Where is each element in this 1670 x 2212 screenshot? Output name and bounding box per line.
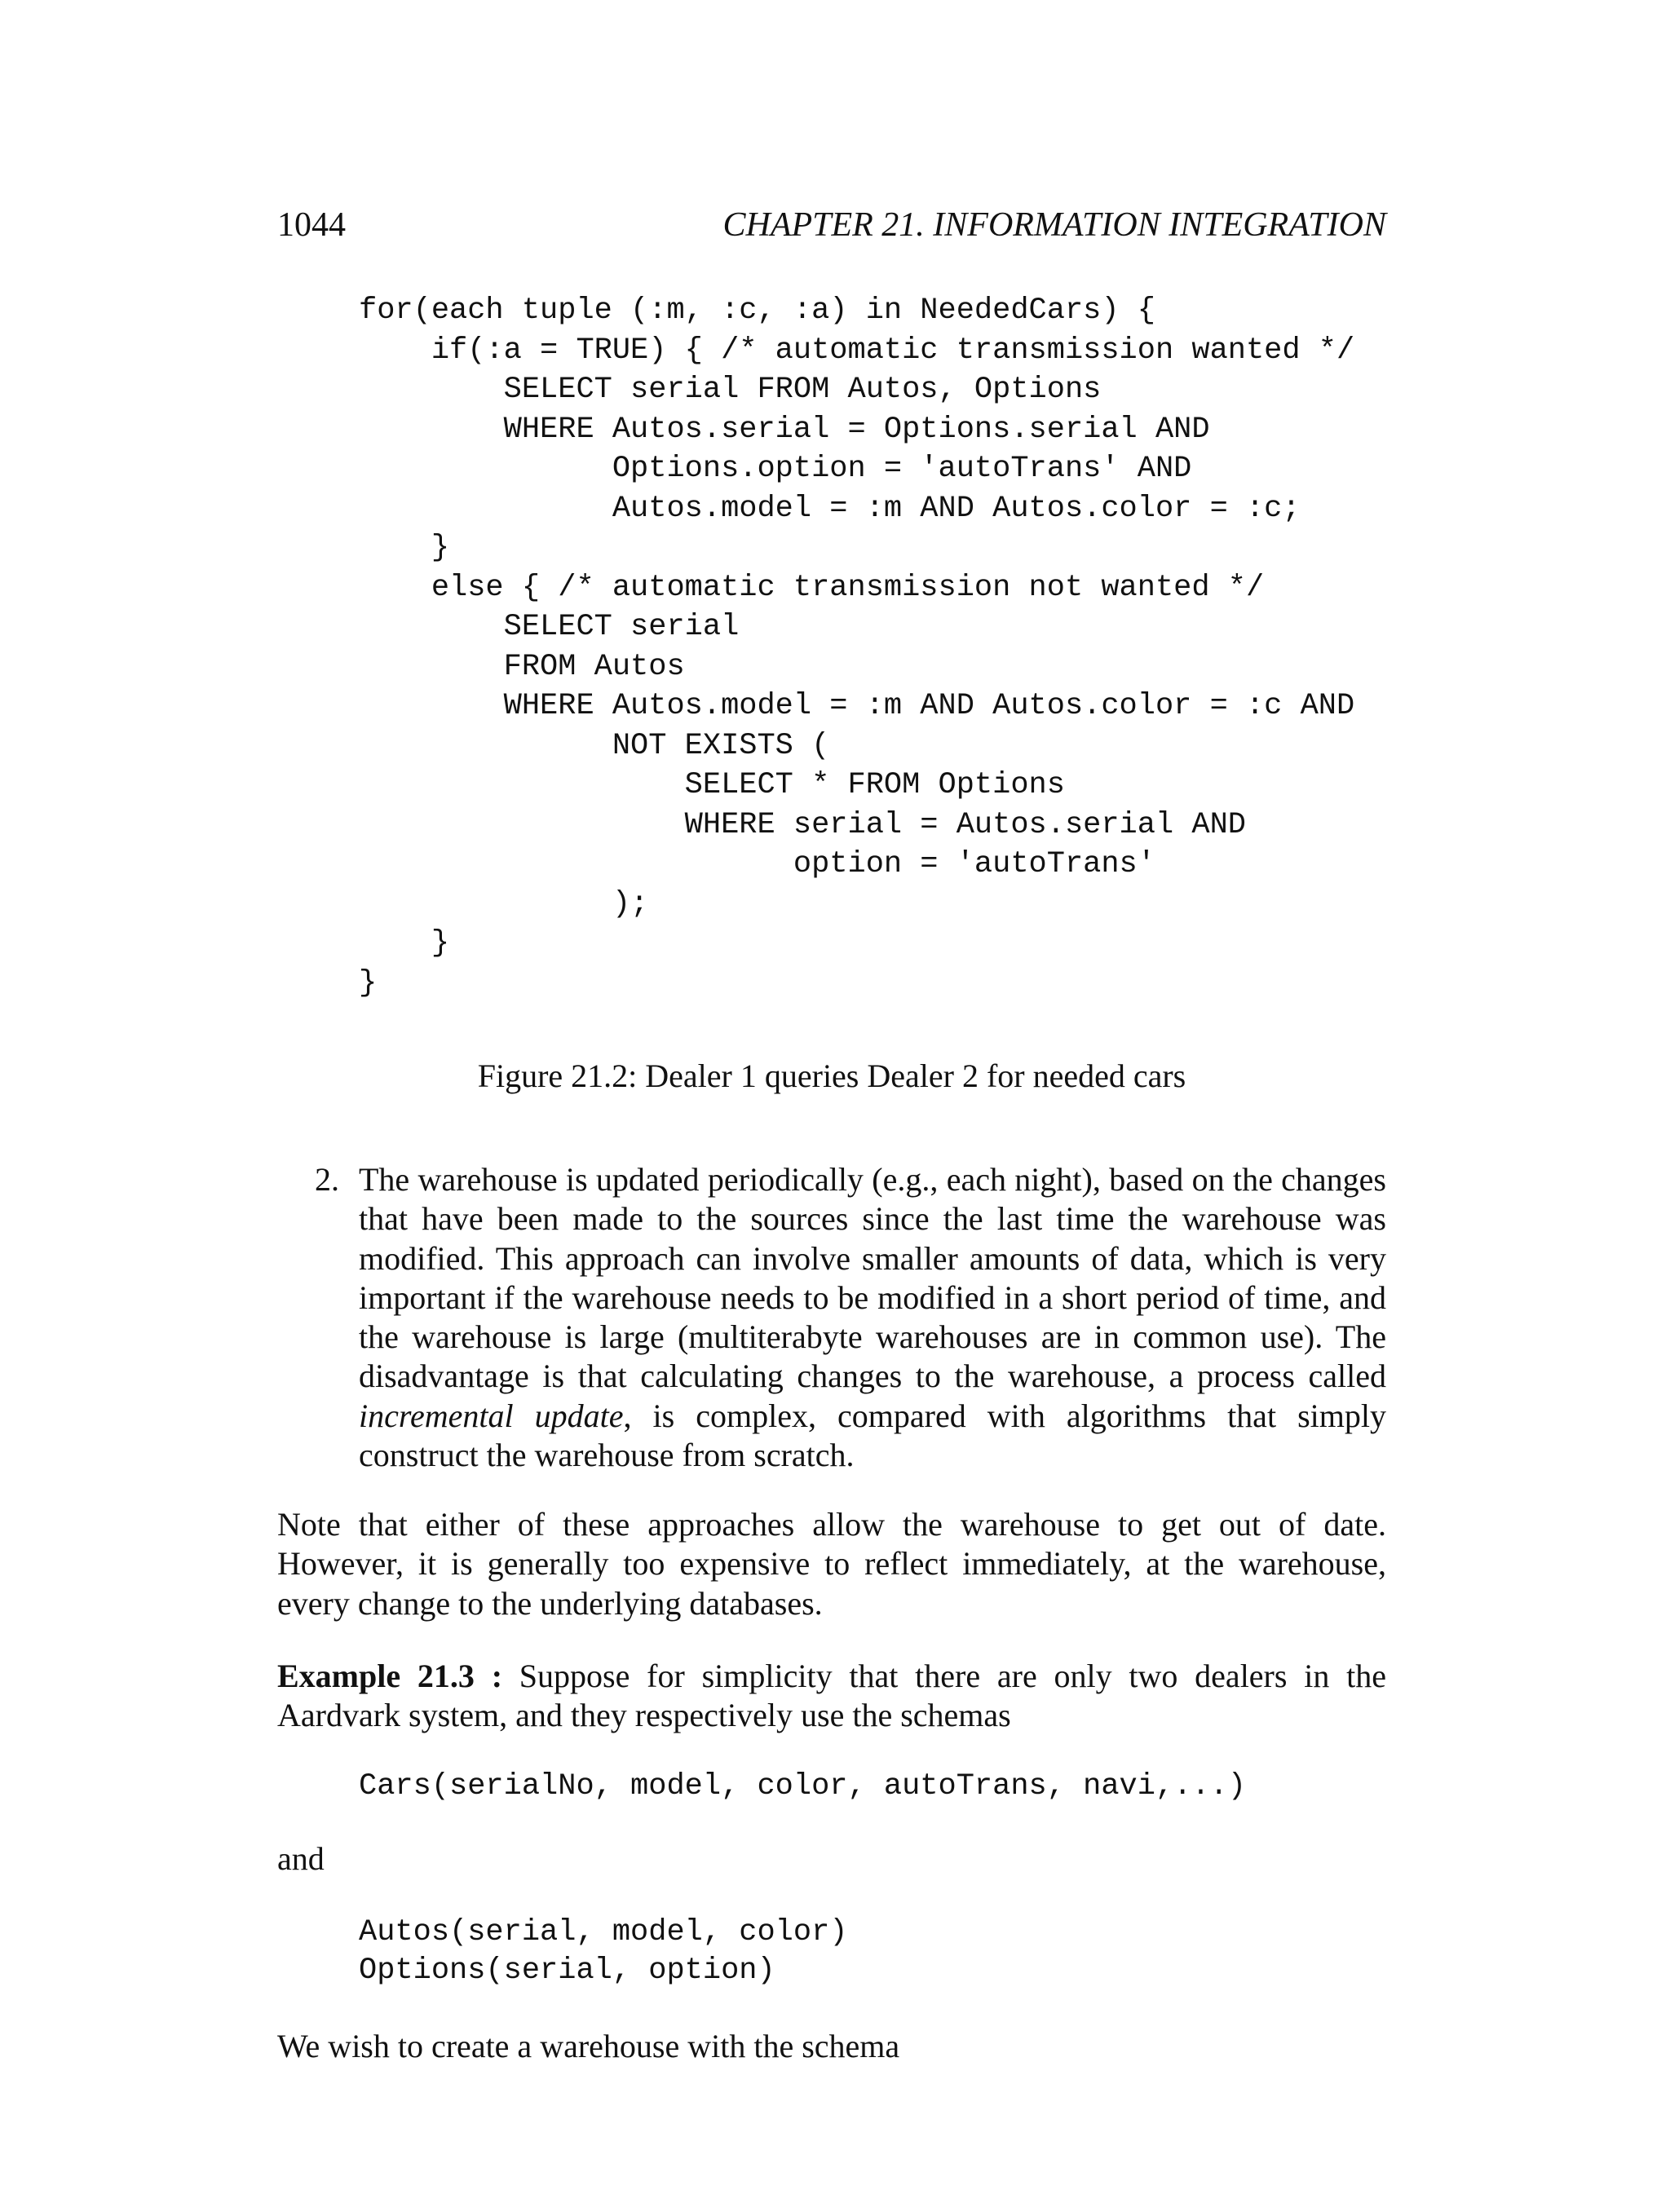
list-item-number: 2. [315, 1161, 339, 1198]
page-header [277, 205, 1386, 254]
running-head: CHAPTER 21. INFORMATION INTEGRATION [722, 206, 1386, 244]
schema-options: Options(serial, option) [359, 1954, 775, 1988]
and-text: and [277, 1840, 325, 1877]
code-line: Autos.model = :m AND Autos.color = :c; [359, 491, 1301, 526]
code-line: } [359, 926, 450, 960]
code-line: } [359, 965, 378, 1000]
code-line: WHERE Autos.serial = Options.serial AND [359, 412, 1210, 447]
code-line: ); [359, 886, 649, 921]
emphasized-term: incremental update [359, 1397, 624, 1434]
code-line: if(:a = TRUE) { /* automatic transmission wanted */ [359, 333, 1355, 368]
figure-code-block [359, 291, 1354, 1003]
closing-text: We wish to create a warehouse with the schema [277, 2028, 900, 2064]
example-label: Example 21.3 : [277, 1658, 503, 1694]
example-text: Suppose for simplicity that there are only two dealers in the Aardvark system, and they respectively use the schemas [277, 1658, 1387, 1734]
example-paragraph [277, 1657, 1386, 1736]
code-line: WHERE serial = Autos.serial AND [359, 807, 1246, 842]
code-line: FROM Autos [359, 649, 685, 684]
code-line: for(each tuple (:m, :c, :a) in NeededCars) { [359, 294, 1155, 328]
note-paragraph: Note that either of these approaches allow the warehouse to get out of date. However, it is generally too expensive to reflect immediately, at the warehouse, every change to the underlying databases. [277, 1506, 1386, 1622]
code-line: WHERE Autos.model = :m AND Autos.color = :c AND [359, 689, 1355, 723]
list-item-text-start: The warehouse is updated periodically (e.g., each night), based on the changes that have been made to the sources since the last time the warehouse was modified. This approach can involve smaller amounts of data, which is very important if the warehouse needs to be modified in a short period of time, and the warehouse is large (multiterabyte warehouses are in common use). The disadvantage is that calculating changes to the warehouse, a process called [359, 1161, 1386, 1395]
list-item-text-end: , is complex, compared with algorithms that simply construct the warehouse from scratch. [359, 1397, 1387, 1474]
code-line: else { /* automatic transmission not wanted */ [359, 570, 1265, 605]
figure-caption: Figure 21.2: Dealer 1 queries Dealer 2 for needed cars [477, 1057, 1186, 1094]
code-line: } [359, 531, 450, 565]
schema-autos: Autos(serial, model, color) [359, 1915, 848, 1949]
schema-cars: Cars(serialNo, model, color, autoTrans, navi,...) [359, 1769, 1246, 1804]
code-line: SELECT * FROM Options [359, 768, 1065, 802]
code-line: Options.option = 'autoTrans' AND [359, 452, 1192, 486]
code-line: option = 'autoTrans' [359, 847, 1155, 881]
code-line: SELECT serial FROM Autos, Options [359, 373, 1102, 407]
code-line: NOT EXISTS ( [359, 728, 830, 763]
page-number: 1044 [277, 206, 346, 244]
list-item-text [359, 1160, 1386, 1475]
code-line: SELECT serial [359, 610, 740, 644]
